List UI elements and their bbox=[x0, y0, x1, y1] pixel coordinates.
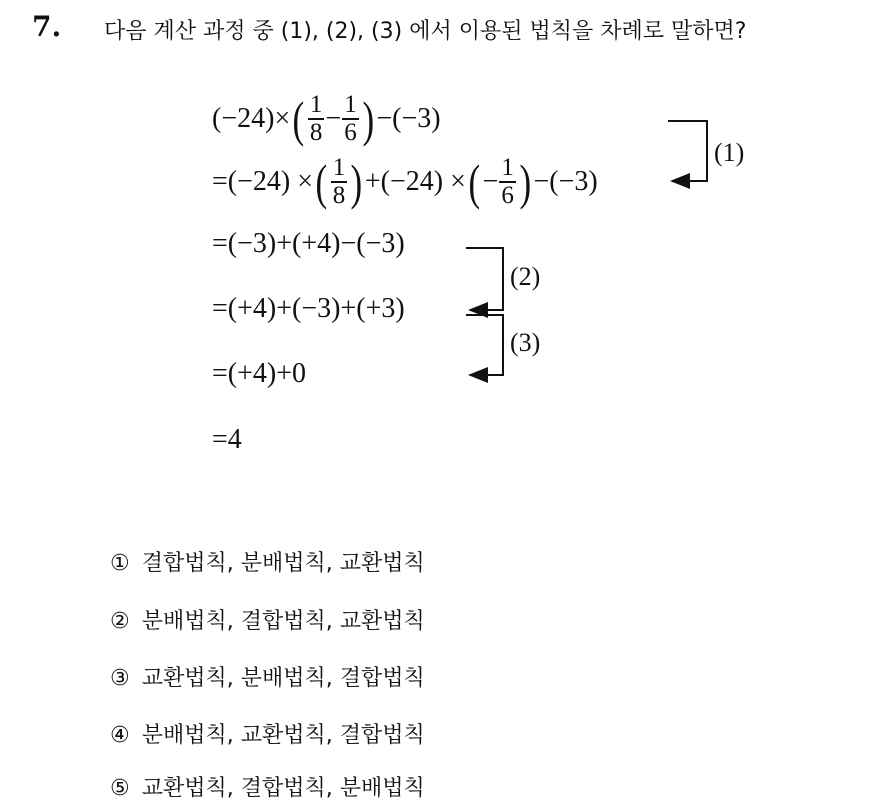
open-paren: ( bbox=[315, 154, 328, 210]
choice-text: 결합법칙, 분배법칙, 교환법칙 bbox=[141, 551, 425, 576]
step2-tail: −(−3) bbox=[533, 166, 598, 197]
step1-times: × bbox=[274, 103, 291, 134]
label-2: (2) bbox=[510, 262, 541, 291]
open-paren: ( bbox=[468, 154, 481, 210]
step2-neg: − bbox=[482, 166, 499, 197]
fraction-denominator: 6 bbox=[501, 182, 514, 209]
choice-3[interactable] bbox=[110, 661, 425, 692]
step-line-6: =4 bbox=[212, 424, 242, 455]
choice-5[interactable] bbox=[110, 771, 425, 802]
step-line-4: =(+4)+(−3)+(+3) bbox=[212, 293, 405, 324]
choice-4[interactable] bbox=[110, 718, 425, 749]
choice-text: 교환법칙, 결합법칙, 분배법칙 bbox=[141, 776, 425, 801]
open-paren: ( bbox=[292, 91, 305, 147]
step1-tail: −(−3) bbox=[376, 103, 441, 134]
choice-text: 분배법칙, 교환법칙, 결합법칙 bbox=[141, 723, 425, 748]
arrow-1 bbox=[668, 121, 707, 181]
choice-mark: ② bbox=[110, 609, 130, 634]
choice-mark: ③ bbox=[110, 666, 130, 691]
close-paren: ) bbox=[350, 154, 363, 210]
fraction-denominator: 8 bbox=[332, 182, 346, 209]
choice-mark: ④ bbox=[110, 723, 130, 748]
fraction-numerator: 1 bbox=[309, 91, 323, 118]
choice-mark: ⑤ bbox=[110, 776, 130, 801]
close-paren: ) bbox=[519, 154, 531, 210]
step1-minus: − bbox=[325, 103, 342, 134]
choice-text: 분배법칙, 결합법칙, 교환법칙 bbox=[141, 609, 425, 634]
fraction-denominator: 6 bbox=[344, 119, 357, 146]
fraction-numerator: 1 bbox=[344, 91, 357, 118]
question-text: 다음 계산 과정 중 (1), (2), (3) 에서 이용된 법칙을 차례로 말하면? bbox=[104, 19, 747, 44]
arrow-3 bbox=[466, 315, 503, 375]
choice-mark: ① bbox=[110, 551, 130, 576]
close-paren: ) bbox=[362, 91, 374, 147]
arrow-2 bbox=[466, 248, 503, 310]
step-line-5: =(+4)+0 bbox=[212, 358, 307, 389]
step2-mid: +(−24) × bbox=[364, 166, 466, 197]
step-line-3: =(−3)+(+4)−(−3) bbox=[212, 228, 405, 259]
fraction-numerator: 1 bbox=[501, 154, 514, 181]
fraction-numerator: 1 bbox=[332, 154, 346, 181]
step2-term: =(−24) × bbox=[212, 166, 314, 197]
choice-text: 교환법칙, 분배법칙, 결합법칙 bbox=[141, 666, 425, 691]
choice-2[interactable] bbox=[110, 604, 425, 635]
label-1: (1) bbox=[714, 138, 745, 167]
question-number: 7. bbox=[32, 10, 62, 43]
fraction-denominator: 8 bbox=[309, 119, 323, 146]
step1-term: (−24) bbox=[212, 103, 275, 134]
choice-1[interactable] bbox=[110, 546, 425, 577]
label-3: (3) bbox=[510, 328, 541, 357]
